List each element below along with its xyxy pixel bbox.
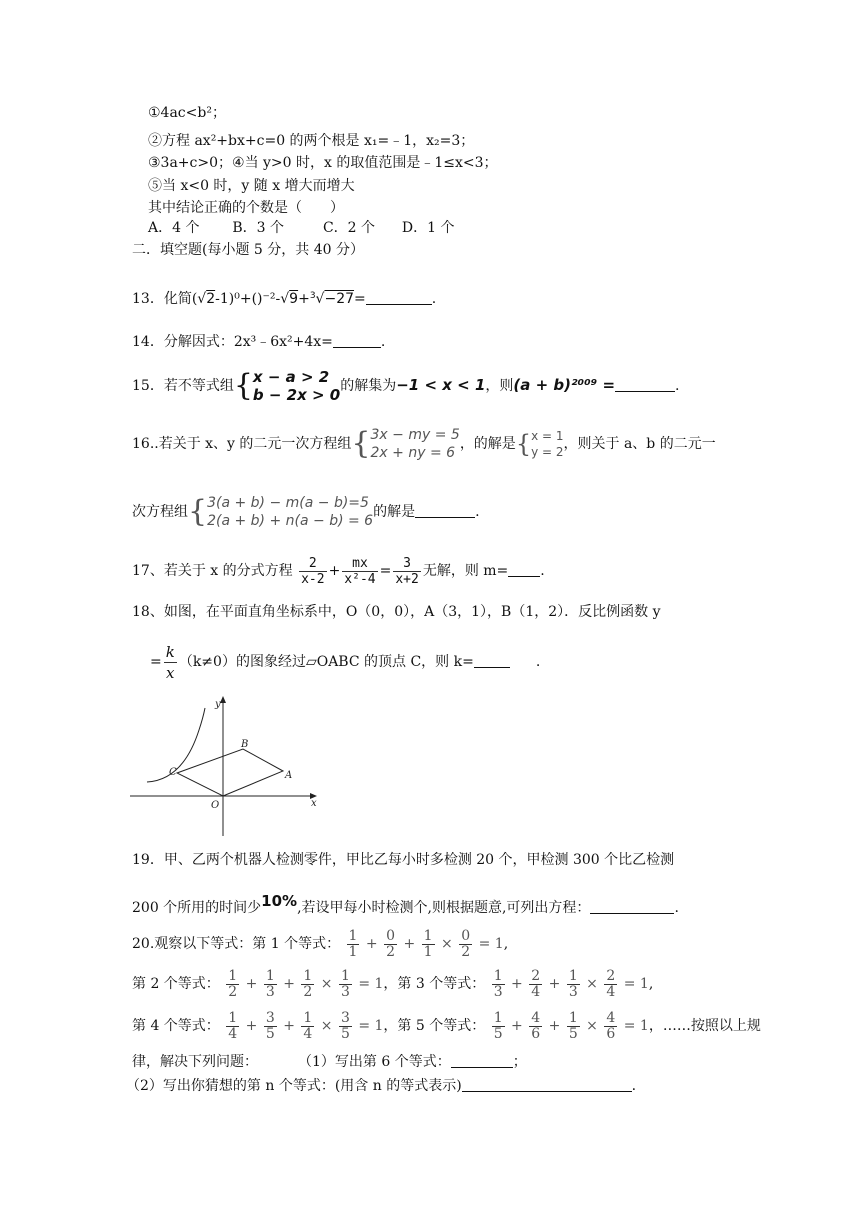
fraction-k-over-x: $\frac{k}{x}$ [165,642,175,682]
question-18: 18、如图，在平面直角坐标系中，O（0，0），A（3，1），B（1，2）．反比例函数 y [132,604,661,620]
sqrt2: √2 [197,291,216,307]
equation-1: $\frac{1}{1}$ + $\frac{0}{2}$ + $\frac{1}{1}$ × $\frac{0}{2}$ = 1 [348,927,504,960]
solution-system: x = 1 y = 2 [531,429,564,459]
option-3-4: ③3a+c>0；④当 y>0 时，x 的取值范围是﹣1≤x<3； [148,155,498,171]
equation-5: $\frac{1}{5}$ + $\frac{4}{6}$ + $\frac{1}{5}$ × $\frac{4}{6}$ = 1 [493,1009,649,1042]
label-a: A [285,770,293,781]
question-20-line-2: 第 2 个等式： $\frac{1}{2}$ + $\frac{1}{3}$ + $\frac{1}{2}$ × $\frac{1}{3}$ = 1，第 3 个等式： $\frac{1}{3}$ + $\frac{2}{4}$ + $\frac{1}{3}$ × $\frac{2}{4}$ = 1, [132,967,654,1000]
option-1: ①4ac<b²； [148,105,226,121]
question-20-line-3: 第 4 个等式： $\frac{1}{4}$ + $\frac{3}{5}$ + $\frac{1}{4}$ × $\frac{3}{5}$ = 1，第 5 个等式： $\frac{1}{5}$ + $\frac{4}{6}$ + $\frac{1}{5}$ × $\frac{4}{6}$ = 1，……按照以上规 [132,1009,761,1042]
answer-blank-15[interactable] [615,377,675,392]
choice-d: D．1 个 [401,220,455,236]
question-13: 13．化简(√2-1)⁰+()⁻²-√9+$^3$√−27= . [132,291,437,307]
question-16-line-2: 次方程组{ 3(a + b) − m(a − b)=5 2(a + b) + n(a − b) = 6 的解是 . [132,494,480,529]
question-19-line-2: 200 个所用的时间少10%,若设甲每小时检测个,则根据题意,可列出方程： . [132,892,679,916]
label-x: x [311,798,317,809]
choice-b: B．3 个 [232,220,285,236]
question-20: 20.观察以下等式：第 1 个等式： $\frac{1}{1}$ + $\frac{0}{2}$ + $\frac{1}{1}$ × $\frac{0}{2}$ = 1, [132,927,509,960]
question-16: 16..若关于 x、y 的二元一次方程组{ 3x − my = 5 2x + ny = 6 ，的解是{ x = 1 y = 2 ，则关于 a、b 的二元一 [132,426,716,461]
section-heading: 二．填空题(每小题 5 分，共 40 分） [132,242,364,258]
inequality-system: x − a > 2 b − 2x > 0 [252,368,341,404]
label-c: C [169,767,177,778]
label-b: B [241,739,249,750]
fraction-3: $\frac{3}{x+2}$ [395,555,419,587]
label-o: O [211,800,220,811]
question-15: 15．若不等式组{ x − a > 2 b − 2x > 0 的解集为−1 < x < 1，则(a + b)²⁰⁰⁹ = . [132,368,680,404]
answer-blank-17[interactable] [508,562,540,577]
answer-blank-20-2[interactable] [462,1077,632,1092]
parallelogram-oabc [177,749,283,796]
answer-blank-13[interactable] [366,290,432,305]
answer-blank-16[interactable] [415,503,475,518]
choice-c: C．2 个 [322,220,376,236]
label-y: y [215,699,221,710]
question-17: 17、若关于 x 的分式方程 $\frac{2}{x-2}$ + $\frac{mx}{\text{x²-4}}$ = $\frac{3}{x+2}$ 无解，则 m= . [132,555,545,587]
option-5: ⑤当 x<0 时，y 随 x 增大而增大 [148,178,355,194]
answer-blank-19[interactable] [590,899,674,914]
equation-system-xy: 3x − my = 5 2x + ny = 6 [370,427,460,461]
question-14: 14．分解因式：2x³﹣6x²+4x= . [132,334,386,350]
question-20-line-4: 律，解决下列问题： （1）写出第 6 个等式： ； [132,1054,527,1070]
option-2: ②方程 ax²+bx+c=0 的两个根是 x₁=﹣1，x₂=3； [148,133,475,149]
fraction-2: $\frac{mx}{\text{x²-4}}$ [344,555,376,587]
fraction-1: $\frac{2}{x-2}$ [301,555,325,587]
y-axis-arrow [220,696,226,703]
cbrt-neg27: $^3$√−27 [309,291,355,307]
answer-blank-14[interactable] [333,333,381,348]
question-stem: 其中结论正确的个数是（ ） [148,200,344,216]
equation-2: $\frac{1}{2}$ + $\frac{1}{3}$ + $\frac{1}{2}$ × $\frac{1}{3}$ = 1 [228,967,384,1000]
answer-blank-20-1[interactable] [451,1053,513,1068]
sqrt9: √9 [280,291,299,307]
equation-4: $\frac{1}{4}$ + $\frac{3}{5}$ + $\frac{1}{4}$ × $\frac{3}{5}$ = 1 [228,1009,384,1042]
coordinate-figure [125,690,325,840]
equation-3: $\frac{1}{3}$ + $\frac{2}{4}$ + $\frac{1}{3}$ × $\frac{2}{4}$ = 1 [493,967,649,1000]
question-20-line-5: （2）写出你猜想的第 n 个等式：(用含 n 的等式表示) . [126,1078,637,1094]
question-19: 19．甲、乙两个机器人检测零件，甲比乙每小时多检测 20 个，甲检测 300 个比乙检测 [132,852,675,868]
choice-a: A．4 个 [148,220,200,236]
choices-row [148,218,455,238]
answer-blank-18[interactable] [474,653,510,668]
equation-system-ab: 3(a + b) − m(a − b)=5 2(a + b) + n(a − b) = 6 [207,495,374,529]
question-18-line-2: = $\frac{k}{x}$ （k≠0）的图象经过▱OABC 的顶点 C，则 k= . [150,642,541,682]
